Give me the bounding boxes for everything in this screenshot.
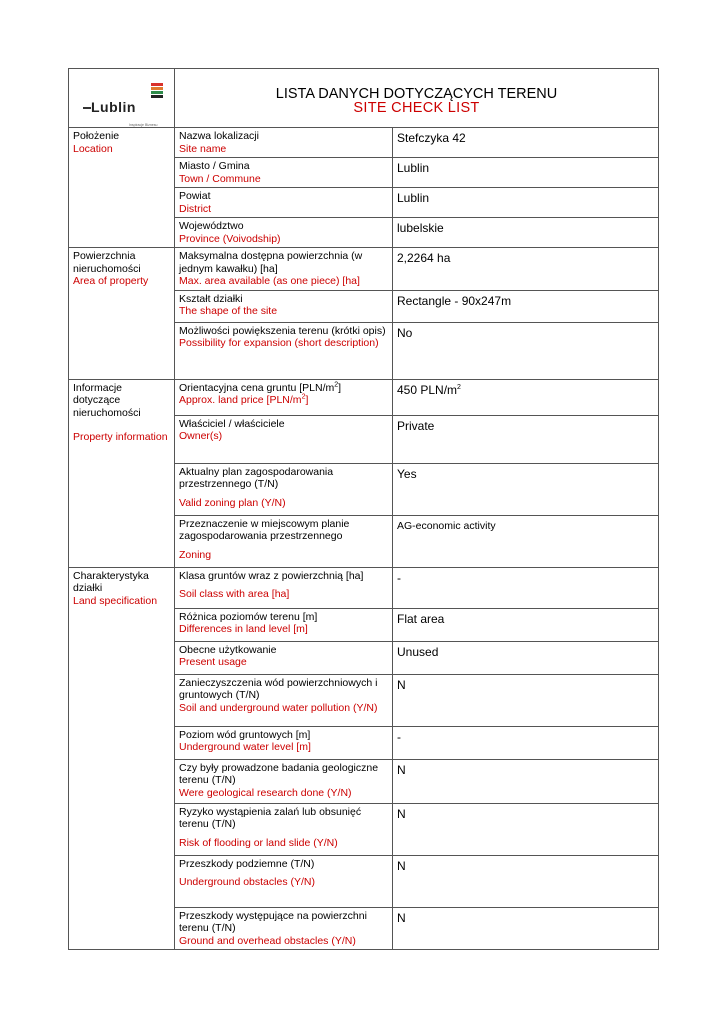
row-max-area bbox=[69, 248, 659, 291]
label-pl: Różnica poziomów terenu [m] bbox=[179, 610, 318, 623]
logo-cell bbox=[69, 69, 175, 128]
section-label-en: Property information bbox=[73, 431, 168, 443]
title-polish: LISTA DANYCH DOTYCZĄCYCH TERENU bbox=[275, 85, 558, 102]
section-label-pl: Charakterystyka działki bbox=[73, 569, 149, 594]
section-info bbox=[69, 379, 175, 567]
label-en: Soil class with area [ha] bbox=[179, 588, 290, 600]
label-pl: Przeszkody podziemne (T/N) bbox=[179, 857, 315, 870]
value-geo-research: N bbox=[393, 759, 659, 803]
label-cell bbox=[175, 322, 393, 379]
value-expansion: No bbox=[393, 322, 659, 379]
value-zoning-plan: Yes bbox=[393, 463, 659, 515]
value-soil-class: - bbox=[393, 567, 659, 608]
logo-dash bbox=[83, 107, 91, 109]
label-pl: Obecne użytkowanie bbox=[179, 643, 277, 656]
label-en: Risk of flooding or land slide (Y/N) bbox=[179, 836, 338, 849]
logo-bar-red bbox=[151, 83, 163, 86]
section-label-en: Area of property bbox=[73, 275, 149, 287]
label-pl: Kształt działki bbox=[179, 292, 243, 305]
value-town: Lublin bbox=[393, 158, 659, 188]
label-en: Town / Commune bbox=[179, 172, 261, 185]
label-cell bbox=[175, 803, 393, 855]
value-present-usage: Unused bbox=[393, 641, 659, 674]
section-label-en: Land specification bbox=[73, 594, 158, 607]
label-en: Owner(s) bbox=[179, 430, 223, 442]
label-en: Underground obstacles (Y/N) bbox=[179, 876, 315, 888]
section-label-pl: Informacje dotyczące nieruchomości bbox=[73, 381, 141, 419]
label-en: Zoning bbox=[179, 548, 212, 561]
logo-subtitle: Inspiracje Biznesu bbox=[129, 123, 158, 127]
label-cell bbox=[175, 855, 393, 907]
label-en: Underground water level [m] bbox=[179, 741, 311, 753]
label-cell bbox=[175, 290, 393, 322]
value-underground-obstacles: N bbox=[393, 855, 659, 907]
logo-bar-orange bbox=[151, 87, 163, 90]
value-site-name: Stefczyka 42 bbox=[393, 128, 659, 158]
label-pl: Zanieczyszczenia wód powierzchniowych i gruntowych (T/N) bbox=[179, 676, 378, 701]
value-flood-risk: N bbox=[393, 803, 659, 855]
section-label-pl: Położenie bbox=[73, 130, 120, 142]
value-zoning: AG-economic activity bbox=[393, 515, 659, 567]
value-max-area: 2,2264 ha bbox=[393, 248, 659, 291]
value-shape: Rectangle - 90x247m bbox=[393, 290, 659, 322]
label-en: The shape of the site bbox=[179, 305, 278, 317]
label-en: Possibility for expansion (short description) bbox=[179, 337, 379, 349]
label-pl: Poziom wód gruntowych [m] bbox=[179, 728, 311, 741]
value-surface-obstacles: N bbox=[393, 907, 659, 950]
label-pl: Województwo bbox=[179, 220, 244, 232]
label-pl: Czy były prowadzone badania geologiczne terenu (T/N) bbox=[179, 761, 379, 786]
value-water-level: - bbox=[393, 726, 659, 759]
label-pl: Przeznaczenie w miejscowym planie zagospodarowania przestrzennego bbox=[179, 517, 350, 542]
label-cell bbox=[175, 907, 393, 950]
header-row bbox=[69, 69, 659, 128]
label-en: Were geological research done (Y/N) bbox=[179, 786, 352, 799]
value-province: lubelskie bbox=[393, 218, 659, 248]
label-cell bbox=[175, 759, 393, 803]
label-en: Valid zoning plan (Y/N) bbox=[179, 496, 286, 509]
section-land bbox=[69, 567, 175, 950]
section-label-en: Location bbox=[73, 142, 113, 155]
value-owner: Private bbox=[393, 415, 659, 463]
label-cell bbox=[175, 415, 393, 463]
section-location bbox=[69, 128, 175, 248]
label-en: District bbox=[179, 202, 212, 215]
row-soil-class bbox=[69, 567, 659, 608]
value-price: 450 PLN/$m^2$ bbox=[393, 379, 659, 415]
label-pl: Właściciel / właściciele bbox=[179, 417, 285, 430]
label-cell bbox=[175, 158, 393, 188]
label-cell bbox=[175, 248, 393, 291]
label-pl: Przeszkody występujące na powierzchni terenu (T/N) bbox=[179, 909, 367, 934]
label-en: Soil and underground water pollution (Y/N) bbox=[179, 701, 378, 714]
label-en: Site name bbox=[179, 142, 227, 155]
title-cell bbox=[175, 69, 659, 128]
label-en: Province (Voivodship) bbox=[179, 232, 281, 245]
label-pl: Ryzyko wystąpienia zalań lub obsunięć terenu (T/N) bbox=[179, 805, 362, 830]
label-pl: Orientacyjna cena gruntu $[PLN/m^2]$ bbox=[179, 381, 342, 394]
label-cell bbox=[175, 674, 393, 726]
label-en: Differences in land level [m] bbox=[179, 623, 308, 635]
site-check-sheet bbox=[68, 68, 658, 950]
label-pl: Powiat bbox=[179, 190, 211, 202]
lublin-logo bbox=[69, 69, 173, 127]
label-cell bbox=[175, 463, 393, 515]
logo-text: Lublin bbox=[91, 99, 136, 115]
label-cell bbox=[175, 218, 393, 248]
label-cell bbox=[175, 188, 393, 218]
value-level-diff: Flat area bbox=[393, 608, 659, 641]
row-price bbox=[69, 379, 659, 415]
label-en: Approx. land price $[PLN/m^2]$ bbox=[179, 393, 309, 406]
value-pollution: N bbox=[393, 674, 659, 726]
logo-color-bars bbox=[151, 83, 163, 99]
label-pl: Nazwa lokalizacji bbox=[179, 130, 259, 142]
label-pl: Klasa gruntów wraz z powierzchnią [ha] bbox=[179, 569, 364, 582]
logo-bar-green bbox=[151, 91, 163, 94]
title-english: SITE CHECK LIST bbox=[353, 100, 480, 116]
label-pl: Maksymalna dostępna powierzchnia (w jednym kawałku) [ha] bbox=[179, 250, 363, 275]
logo-bar-dark bbox=[151, 95, 163, 98]
label-cell bbox=[175, 515, 393, 567]
row-site-name bbox=[69, 128, 659, 158]
label-cell bbox=[175, 128, 393, 158]
label-cell bbox=[175, 608, 393, 641]
section-label-pl: Powierzchnia nieruchomości bbox=[73, 250, 141, 275]
label-cell bbox=[175, 641, 393, 674]
label-pl: Możliwości powiększenia terenu (krótki opis) bbox=[179, 324, 386, 337]
section-area bbox=[69, 248, 175, 380]
label-en: Present usage bbox=[179, 656, 247, 668]
site-check-table bbox=[68, 68, 659, 950]
value-district: Lublin bbox=[393, 188, 659, 218]
label-cell bbox=[175, 726, 393, 759]
label-pl: Miasto / Gmina bbox=[179, 160, 250, 172]
label-cell bbox=[175, 379, 393, 415]
label-en: Max. area available (as one piece) [ha] bbox=[179, 275, 360, 287]
label-cell bbox=[175, 567, 393, 608]
label-pl: Aktualny plan zagospodarowania przestrzennego (T/N) bbox=[179, 465, 334, 490]
label-en: Ground and overhead obstacles (Y/N) bbox=[179, 934, 356, 947]
